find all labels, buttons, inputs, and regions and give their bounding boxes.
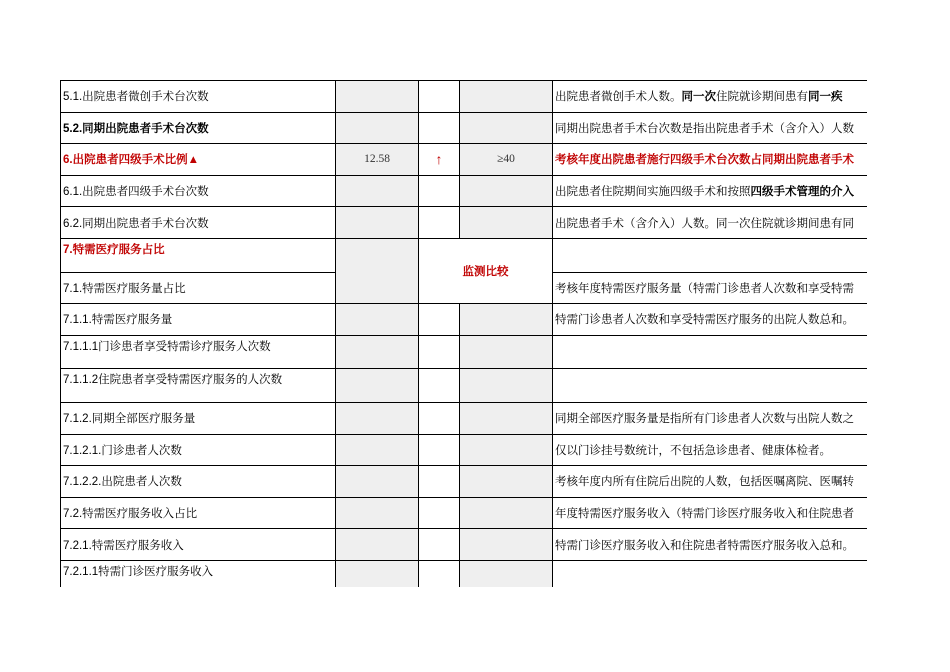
indicator-name[interactable]: 7.2.特需医疗服务收入占比 <box>61 497 336 529</box>
indicator-name[interactable]: 7.2.1.1特需门诊医疗服务收入 <box>61 560 336 587</box>
target-cell[interactable] <box>460 497 553 529</box>
value-cell[interactable] <box>336 81 419 113</box>
value-cell[interactable] <box>336 207 419 239</box>
target-cell[interactable] <box>460 402 553 434</box>
indicator-name[interactable]: 5.2.同期出院患者手术台次数 <box>61 112 336 144</box>
table-row <box>61 335 868 369</box>
table-row <box>61 560 868 587</box>
value-cell[interactable] <box>336 402 419 434</box>
trend-cell[interactable] <box>419 402 460 434</box>
trend-cell[interactable] <box>419 466 460 498</box>
desc-text: 出院患者微创手术人数。 <box>555 91 682 104</box>
description-cell[interactable] <box>553 238 868 272</box>
trend-cell[interactable] <box>419 369 460 403</box>
indicator-name[interactable]: 7.1.1.1门诊患者享受特需诊疗服务人次数 <box>61 335 336 369</box>
table-row <box>61 207 868 239</box>
value-cell[interactable] <box>336 112 419 144</box>
indicator-name[interactable]: 7.1.2.1.门诊患者人次数 <box>61 434 336 466</box>
description-cell[interactable]: 特需门诊医疗服务收入和住院患者特需医疗服务收入总和。 <box>553 529 868 561</box>
description-cell[interactable] <box>553 369 868 403</box>
table-row <box>61 112 868 144</box>
indicator-name[interactable]: 7.1.2.2.出院患者人次数 <box>61 466 336 498</box>
trend-cell[interactable] <box>419 207 460 239</box>
description-cell[interactable]: 考核年度出院患者施行四级手术台次数占同期出院患者手术 <box>553 144 868 176</box>
description-cell[interactable]: 同期全部医疗服务量是指所有门诊患者人次数与出院人数之 <box>553 402 868 434</box>
trend-cell[interactable] <box>419 560 460 587</box>
description-cell[interactable] <box>553 81 868 113</box>
value-cell[interactable] <box>336 529 419 561</box>
description-cell[interactable] <box>553 335 868 369</box>
trend-cell[interactable] <box>419 335 460 369</box>
table-row <box>61 434 868 466</box>
table-row <box>61 466 868 498</box>
target-cell[interactable] <box>460 369 553 403</box>
value-cell[interactable] <box>336 175 419 207</box>
indicator-name[interactable]: 7.1.1.2住院患者享受特需医疗服务的人次数 <box>61 369 336 403</box>
description-cell[interactable]: 仅以门诊挂号数统计，不包括急诊患者、健康体检者。 <box>553 434 868 466</box>
value-cell[interactable] <box>336 369 419 403</box>
table-row <box>61 238 868 272</box>
table-row <box>61 402 868 434</box>
target-cell[interactable] <box>460 207 553 239</box>
indicator-name[interactable]: 7.1.1.特需医疗服务量 <box>61 304 336 336</box>
table-row <box>61 175 868 207</box>
indicator-name[interactable]: 7.1.2.同期全部医疗服务量 <box>61 402 336 434</box>
indicator-name[interactable]: 6.2.同期出院患者手术台次数 <box>61 207 336 239</box>
target-cell[interactable] <box>460 529 553 561</box>
value-cell[interactable] <box>336 466 419 498</box>
description-cell[interactable]: 考核年度特需医疗服务量（特需门诊患者人次数和享受特需 <box>553 272 868 304</box>
target-cell[interactable] <box>460 434 553 466</box>
trend-cell[interactable] <box>419 175 460 207</box>
value-cell[interactable] <box>336 560 419 587</box>
indicator-name[interactable]: 7.2.1.特需医疗服务收入 <box>61 529 336 561</box>
trend-cell[interactable] <box>419 304 460 336</box>
target-cell[interactable] <box>460 335 553 369</box>
target-cell[interactable] <box>460 560 553 587</box>
trend-cell[interactable] <box>419 81 460 113</box>
desc-text-bold: 四级手术管理的介入 <box>750 186 854 199</box>
desc-text-bold: 同一疾 <box>808 91 843 104</box>
description-cell[interactable]: 考核年度内所有住院后出院的人数，包括医嘱离院、医嘱转 <box>553 466 868 498</box>
trend-cell[interactable] <box>419 112 460 144</box>
description-cell[interactable] <box>553 560 868 587</box>
value-cell[interactable] <box>336 335 419 369</box>
description-cell[interactable]: 年度特需医疗服务收入（特需门诊医疗服务收入和住院患者 <box>553 497 868 529</box>
indicator-name[interactable]: 6.出院患者四级手术比例▲ <box>61 144 336 176</box>
value-cell[interactable]: 12.58 <box>336 144 419 176</box>
target-cell[interactable] <box>460 304 553 336</box>
description-cell[interactable] <box>553 175 868 207</box>
table-row <box>61 304 868 336</box>
value-cell[interactable] <box>336 434 419 466</box>
description-cell[interactable]: 特需门诊患者人次数和享受特需医疗服务的出院人数总和。 <box>553 304 868 336</box>
trend-cell[interactable] <box>419 529 460 561</box>
indicator-name[interactable]: 5.1.出院患者微创手术台次数 <box>61 81 336 113</box>
spreadsheet <box>60 80 867 587</box>
target-cell[interactable]: ≥40 <box>460 144 553 176</box>
up-arrow-icon[interactable]: ↑ <box>419 144 460 176</box>
value-cell[interactable] <box>336 497 419 529</box>
target-cell[interactable] <box>460 466 553 498</box>
target-cell[interactable] <box>460 112 553 144</box>
indicator-name[interactable]: 7.特需医疗服务占比 <box>61 238 336 272</box>
indicator-table <box>60 80 867 587</box>
table-row <box>61 81 868 113</box>
monitoring-compare-label: 监测比较 <box>462 266 509 279</box>
target-cell[interactable] <box>460 175 553 207</box>
target-cell[interactable] <box>460 81 553 113</box>
desc-text: 住院就诊期间患有 <box>716 91 808 104</box>
description-cell[interactable]: 出院患者手术（含介入）人数。同一次住院就诊期间患有同 <box>553 207 868 239</box>
monitoring-compare-cell[interactable] <box>419 238 553 303</box>
table-row <box>61 369 868 403</box>
indicator-name[interactable]: 7.1.特需医疗服务量占比 <box>61 272 336 304</box>
table-row <box>61 529 868 561</box>
trend-cell[interactable] <box>419 434 460 466</box>
desc-text-bold: 同一次 <box>681 91 716 104</box>
desc-text: 出院患者住院期间实施四级手术和按照 <box>555 186 751 199</box>
indicator-name[interactable]: 6.1.出院患者四级手术台次数 <box>61 175 336 207</box>
table-row <box>61 144 868 176</box>
table-row <box>61 497 868 529</box>
trend-cell[interactable] <box>419 497 460 529</box>
value-cell[interactable] <box>336 238 419 303</box>
description-cell[interactable]: 同期出院患者手术台次数是指出院患者手术（含介入）人数 <box>553 112 868 144</box>
value-cell[interactable] <box>336 304 419 336</box>
